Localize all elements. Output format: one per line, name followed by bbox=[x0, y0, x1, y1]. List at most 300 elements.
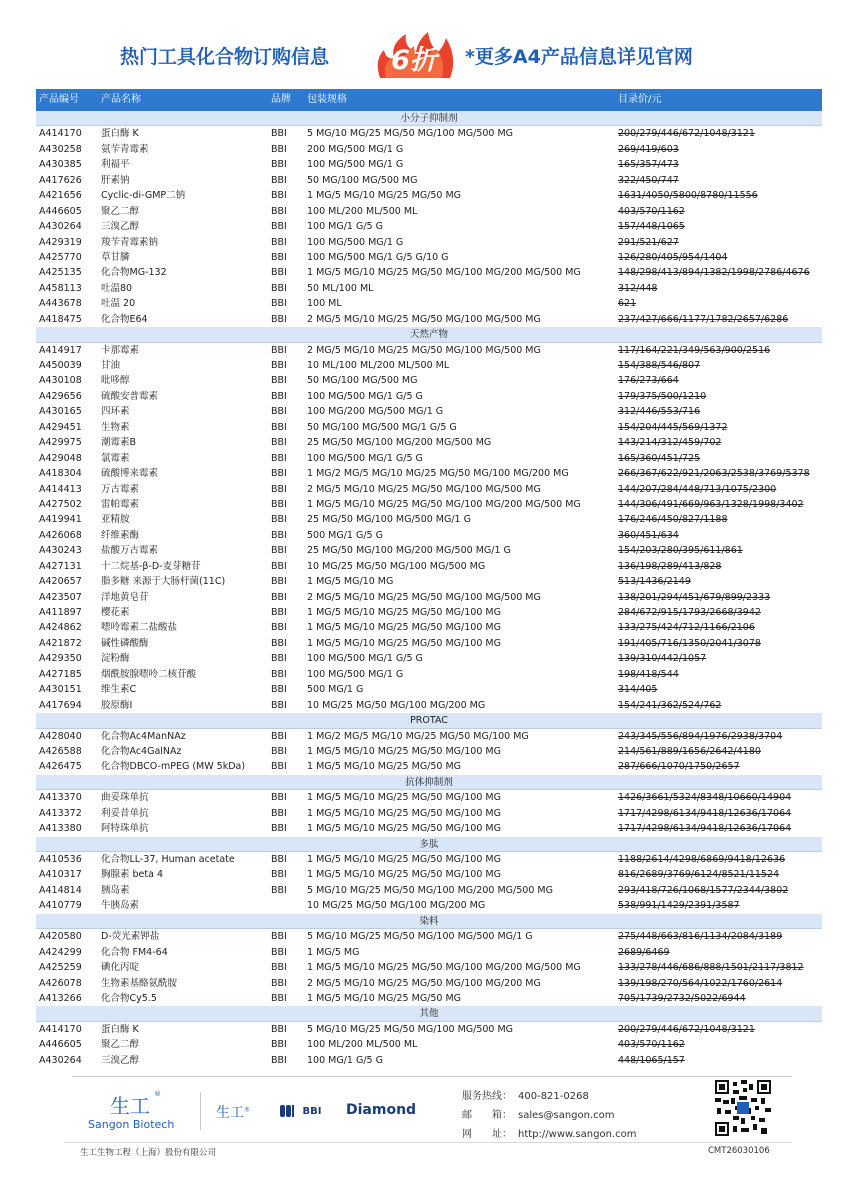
cell-spec: 1 MG/2 MG/5 MG/10 MG/25 MG/50 MG/100 MG/200 MG bbox=[307, 468, 569, 480]
cell-brand: BBI bbox=[271, 452, 287, 464]
cell-price: 165/360/451/725 bbox=[618, 452, 701, 464]
cell-price: 513/1436/2149 bbox=[618, 576, 691, 588]
table-row bbox=[36, 497, 822, 512]
cell-no: A429319 bbox=[39, 236, 82, 248]
cell-price: 314/405 bbox=[618, 684, 658, 696]
cell-name: 羧苄青霉素钠 bbox=[101, 236, 159, 248]
table-row bbox=[36, 744, 822, 759]
cell-price: 157/448/1065 bbox=[618, 221, 685, 233]
cell-spec: 1 MG/5 MG/10 MG/25 MG/50 MG/100 MG/200 MG/500 MG bbox=[307, 267, 581, 279]
cell-name: 硫酸博来霉素 bbox=[101, 468, 159, 480]
cell-brand: BBI bbox=[271, 251, 287, 263]
cell-price: 154/388/546/807 bbox=[618, 360, 701, 371]
section-header: 其他 bbox=[36, 1006, 822, 1021]
cell-brand: BBI bbox=[271, 267, 287, 279]
cell-name: 雷帕霉素 bbox=[101, 498, 140, 510]
cell-name: 化合物Ac4ManNAz bbox=[101, 730, 186, 742]
cell-spec: 100 MG/1 G/5 G bbox=[307, 1054, 383, 1066]
product-table bbox=[36, 89, 822, 1068]
cell-name: 烟酰胺腺嘌呤二核苷酸 bbox=[101, 668, 197, 680]
table-row bbox=[36, 976, 822, 991]
cell-price: 538/991/1429/2391/3587 bbox=[618, 900, 740, 912]
cell-name: 草甘膦 bbox=[101, 251, 130, 263]
cell-price: 154/203/280/395/611/861 bbox=[618, 545, 743, 557]
cell-brand: BBI bbox=[271, 992, 287, 1004]
cell-name: 蛋白酶 K bbox=[101, 1023, 139, 1035]
cell-price: 200/279/446/672/1048/3121 bbox=[618, 1023, 755, 1035]
cell-price: 275/448/663/816/1134/2084/3189 bbox=[618, 931, 783, 943]
section-header: PROTAC bbox=[36, 713, 822, 728]
cell-name: 蛋白酶 K bbox=[101, 128, 139, 140]
cell-spec: 100 MG/500 MG/1 G/5 G bbox=[307, 390, 423, 402]
cell-no: A446605 bbox=[39, 1039, 82, 1051]
cell-brand: BBI bbox=[271, 313, 287, 325]
table-row bbox=[36, 512, 822, 527]
cell-price: 133/275/424/712/1166/2106 bbox=[618, 622, 755, 634]
table-header bbox=[36, 89, 822, 111]
cell-no: A430243 bbox=[39, 545, 82, 557]
cell-spec: 100 MG/500 MG/1 G bbox=[307, 668, 404, 680]
table-row bbox=[36, 126, 822, 141]
table-row bbox=[36, 759, 822, 774]
bbi-logo bbox=[279, 1104, 321, 1118]
cell-brand: BBI bbox=[271, 282, 287, 294]
cell-price: 148/298/413/894/1382/1998/2786/4676 bbox=[618, 267, 810, 279]
table-row bbox=[36, 821, 822, 836]
cell-name: 万古霉素 bbox=[101, 483, 140, 495]
cell-spec: 500 MG/1 G/5 G bbox=[307, 529, 383, 541]
cell-brand: BBI bbox=[271, 668, 287, 680]
cell-name: 化合物E64 bbox=[101, 313, 148, 325]
cell-no: A413266 bbox=[39, 992, 82, 1004]
cell-spec: 1 MG/5 MG/10 MG/25 MG/50 MG bbox=[307, 761, 462, 773]
cell-name: 三溴乙醇 bbox=[101, 1054, 140, 1066]
table-row bbox=[36, 343, 822, 358]
table-row bbox=[36, 651, 822, 666]
cell-brand: BBI bbox=[271, 637, 287, 649]
cell-brand: BBI bbox=[271, 1039, 287, 1051]
cell-spec: 2 MG/5 MG/10 MG/25 MG/50 MG/100 MG/500 MG bbox=[307, 591, 541, 603]
cell-spec: 100 ML bbox=[307, 298, 342, 310]
cell-name: 洋地黄皂苷 bbox=[101, 591, 149, 603]
table-row bbox=[36, 883, 822, 898]
cell-brand: BBI bbox=[271, 962, 287, 974]
cell-no: A418304 bbox=[39, 468, 82, 480]
table-row bbox=[36, 142, 822, 157]
cell-price: 143/214/312/459/702 bbox=[618, 437, 722, 449]
table-row bbox=[36, 698, 822, 713]
cell-price: 165/357/473 bbox=[618, 159, 679, 171]
cell-brand: BBI bbox=[271, 607, 287, 618]
cell-spec: 1 MG/2 MG/5 MG/10 MG/25 MG/50 MG/100 MG bbox=[307, 730, 529, 742]
cell-price: 144/207/284/448/713/1075/2300 bbox=[618, 483, 777, 495]
table-row bbox=[36, 482, 822, 497]
table-row bbox=[36, 559, 822, 574]
cell-price: 139/198/270/564/1022/1760/2614 bbox=[618, 977, 783, 989]
col-header-name: 产品名称 bbox=[101, 94, 141, 105]
cell-name: 利妥昔单抗 bbox=[101, 807, 149, 819]
cell-no: A426588 bbox=[39, 745, 82, 757]
cell-no: A414170 bbox=[39, 128, 82, 140]
cell-no: A429451 bbox=[39, 421, 82, 433]
cell-no: A410779 bbox=[39, 900, 82, 912]
table-row bbox=[36, 451, 822, 466]
cell-brand: BBI bbox=[271, 344, 287, 356]
section-header: 小分子抑制剂 bbox=[36, 111, 822, 126]
bottom-divider bbox=[64, 1142, 792, 1143]
cell-price: 200/279/446/672/1048/3121 bbox=[618, 128, 755, 140]
cell-spec: 5 MG/10 MG/25 MG/50 MG/100 MG/500 MG bbox=[307, 128, 514, 140]
table-row bbox=[36, 157, 822, 172]
cell-price: 139/310/442/1057 bbox=[618, 653, 707, 665]
cell-spec: 200 MG/500 MG/1 G bbox=[307, 143, 404, 155]
cell-name: 化合物MG-132 bbox=[101, 267, 167, 279]
cell-spec: 50 MG/100 MG/500 MG/1 G/5 G bbox=[307, 421, 457, 433]
table-row bbox=[36, 574, 822, 589]
cell-name: 化合物 FM4-64 bbox=[101, 946, 168, 958]
cell-name: 生物素 bbox=[101, 421, 130, 433]
cell-price: 2689/6469 bbox=[618, 946, 670, 958]
table-row bbox=[36, 1022, 822, 1037]
cell-brand: BBI bbox=[271, 159, 287, 171]
cell-price: 312/448 bbox=[618, 282, 658, 294]
cell-spec: 1 MG/5 MG/10 MG/25 MG/50 MG/100 MG bbox=[307, 823, 501, 835]
cell-name: 吐温 20 bbox=[101, 298, 136, 310]
sangon-logo-en: Sangon Biotech bbox=[88, 1118, 175, 1131]
cell-no: A425259 bbox=[39, 962, 82, 974]
cell-no: A421656 bbox=[39, 190, 82, 202]
cell-name: 肝素钠 bbox=[101, 174, 130, 186]
table-row bbox=[36, 404, 822, 419]
cell-brand: BBI bbox=[271, 1023, 287, 1035]
col-header-price: 目录价/元 bbox=[618, 94, 662, 105]
cell-no: A410317 bbox=[39, 869, 82, 881]
cell-brand: BBI bbox=[271, 761, 287, 773]
cell-name: 嘌呤霉素二盐酸盐 bbox=[101, 622, 178, 634]
cell-name: 化合物LL-37, Human acetate bbox=[101, 854, 235, 865]
email-value[interactable]: sales@sangon.com bbox=[518, 1110, 615, 1121]
cell-name: 碘化丙啶 bbox=[101, 962, 140, 974]
cell-spec: 10 MG/25 MG/50 MG/100 MG/500 MG bbox=[307, 560, 486, 572]
cell-price: 1717/4298/6134/9418/12636/17064 bbox=[618, 807, 792, 819]
cell-name: 十二烷基-β-D-麦芽糖苷 bbox=[101, 560, 201, 572]
cell-spec: 10 ML/100 ML/200 ML/500 ML bbox=[307, 360, 450, 371]
cell-price: 1426/3661/5324/8348/10660/14904 bbox=[618, 792, 792, 804]
cell-price: 360/451/634 bbox=[618, 529, 679, 541]
cell-no: A410536 bbox=[39, 854, 82, 865]
table-row bbox=[36, 265, 822, 280]
cell-price: 403/570/1162 bbox=[618, 205, 685, 217]
cell-brand: BBI bbox=[271, 576, 287, 588]
cell-brand: BBI bbox=[271, 437, 287, 449]
cell-brand: BBI bbox=[271, 622, 287, 634]
discount-badge bbox=[372, 30, 456, 80]
cell-brand: BBI bbox=[271, 854, 287, 865]
table-row bbox=[36, 729, 822, 744]
cell-name: 胰岛素 bbox=[101, 884, 130, 896]
cell-no: A413370 bbox=[39, 792, 82, 804]
cell-brand: BBI bbox=[271, 823, 287, 835]
cell-no: A425135 bbox=[39, 267, 82, 279]
cell-spec: 25 MG/50 MG/100 MG/200 MG/500 MG/1 G bbox=[307, 545, 511, 557]
table-row bbox=[36, 312, 822, 327]
cell-brand: BBI bbox=[271, 1054, 287, 1066]
bbi-text: BBI bbox=[302, 1106, 322, 1117]
cell-no: A427131 bbox=[39, 560, 82, 572]
cell-no: A446605 bbox=[39, 205, 82, 217]
cell-price: 312/446/553/716 bbox=[618, 406, 701, 418]
cell-name: 硫酸安普霉素 bbox=[101, 390, 159, 402]
cell-spec: 2 MG/5 MG/10 MG/25 MG/50 MG/100 MG/200 MG bbox=[307, 977, 541, 989]
cell-brand: BBI bbox=[271, 174, 287, 186]
cell-name: 化合物Cy5.5 bbox=[101, 992, 157, 1004]
cell-brand: BBI bbox=[271, 128, 287, 140]
cell-no: A414413 bbox=[39, 483, 82, 495]
email-row bbox=[462, 1106, 636, 1125]
table-row bbox=[36, 960, 822, 975]
header-title-left: 热门工具化合物订购信息 bbox=[120, 46, 330, 68]
cell-spec: 100 MG/200 MG/500 MG/1 G bbox=[307, 406, 444, 418]
table-row bbox=[36, 466, 822, 481]
cell-no: A430264 bbox=[39, 1054, 82, 1066]
cell-name: 吡哆醇 bbox=[101, 375, 130, 387]
cell-spec: 25 MG/50 MG/100 MG/200 MG/500 MG bbox=[307, 437, 492, 449]
cell-no: A443678 bbox=[39, 298, 82, 310]
cell-brand: BBI bbox=[271, 514, 287, 526]
cell-no: A427185 bbox=[39, 668, 82, 680]
cell-name: 碱性磷酸酶 bbox=[101, 637, 149, 649]
cell-spec: 100 MG/500 MG/1 G bbox=[307, 236, 404, 248]
cell-name: 甘油 bbox=[101, 360, 121, 371]
web-value[interactable]: http://www.sangon.com bbox=[518, 1129, 637, 1140]
cell-price: 198/418/544 bbox=[618, 668, 679, 680]
hotline-row bbox=[462, 1087, 636, 1106]
cell-spec: 1 MG/5 MG/10 MG/25 MG/50 MG/100 MG/200 MG/500 MG bbox=[307, 498, 581, 510]
web-label: 网 址： bbox=[462, 1129, 512, 1140]
table-row bbox=[36, 435, 822, 450]
cell-name: 胶原酶I bbox=[101, 699, 133, 711]
section-header: 染料 bbox=[36, 914, 822, 929]
cell-name: 樱花素 bbox=[101, 607, 130, 618]
cell-brand: BBI bbox=[271, 591, 287, 603]
cell-brand: BBI bbox=[271, 498, 287, 510]
cell-name: 维生素C bbox=[101, 684, 137, 696]
cell-no: A450039 bbox=[39, 360, 82, 371]
cell-spec: 1 MG/5 MG bbox=[307, 946, 360, 958]
cell-spec: 1 MG/5 MG/10 MG/25 MG/50 MG/100 MG bbox=[307, 807, 501, 819]
table-row bbox=[36, 173, 822, 188]
hotline-label: 服务热线： bbox=[462, 1091, 512, 1102]
header-title-right: *更多A4产品信息详见官网 bbox=[465, 46, 693, 68]
table-row bbox=[36, 636, 822, 651]
cell-brand: BBI bbox=[271, 360, 287, 371]
footer-divider bbox=[72, 1076, 792, 1077]
cell-name: 亚精胺 bbox=[101, 514, 130, 526]
cell-no: A430108 bbox=[39, 375, 82, 387]
cell-spec: 5 MG/10 MG/25 MG/50 MG/100 MG/500 MG bbox=[307, 1023, 514, 1035]
cell-price: 117/164/221/349/563/900/2516 bbox=[618, 344, 771, 356]
table-row bbox=[36, 852, 822, 867]
cell-brand: BBI bbox=[271, 529, 287, 541]
bbi-mark-icon bbox=[279, 1104, 299, 1118]
cell-no: A414814 bbox=[39, 884, 82, 896]
cell-price: 266/367/622/921/2063/2538/3769/5378 bbox=[618, 468, 810, 480]
table-row bbox=[36, 358, 822, 373]
cell-brand: BBI bbox=[271, 807, 287, 819]
cell-spec: 100 MG/500 MG/1 G/5 G bbox=[307, 653, 423, 665]
cell-spec: 100 MG/1 G/5 G bbox=[307, 221, 383, 233]
cell-spec: 100 MG/500 MG/1 G/5 G/10 G bbox=[307, 251, 449, 263]
contact-info bbox=[462, 1087, 636, 1144]
cell-no: A420657 bbox=[39, 576, 82, 588]
table-row bbox=[36, 235, 822, 250]
table-row bbox=[36, 373, 822, 388]
cell-no: A429350 bbox=[39, 653, 82, 665]
diamond-logo: Diamond bbox=[346, 1102, 417, 1118]
cell-no: A414170 bbox=[39, 1023, 82, 1035]
table-row bbox=[36, 898, 822, 913]
cell-name: Cyclic-di-GMP二钠 bbox=[101, 190, 186, 202]
cell-brand: BBI bbox=[271, 931, 287, 943]
table-row bbox=[36, 389, 822, 404]
cell-price: 816/2689/3769/6124/8521/11524 bbox=[618, 869, 780, 881]
cell-name: 化合物DBCO-mPEG (MW 5kDa) bbox=[101, 761, 246, 773]
cell-spec: 1 MG/5 MG/10 MG/25 MG/50 MG/100 MG bbox=[307, 637, 501, 649]
cell-brand: BBI bbox=[271, 730, 287, 742]
cell-name: 聚乙二醇 bbox=[101, 1039, 140, 1051]
cell-name: 胸腺素 beta 4 bbox=[101, 869, 164, 881]
cell-no: A413380 bbox=[39, 823, 82, 835]
table-row bbox=[36, 281, 822, 296]
table-row bbox=[36, 296, 822, 311]
cell-price: 284/672/915/1793/2668/3942 bbox=[618, 607, 761, 618]
cell-brand: BBI bbox=[271, 298, 287, 310]
cell-no: A429048 bbox=[39, 452, 82, 464]
cell-brand: BBI bbox=[271, 884, 287, 896]
cell-brand: BBI bbox=[271, 390, 287, 402]
cell-spec: 1 MG/5 MG/10 MG/25 MG/50 MG/100 MG bbox=[307, 607, 501, 618]
page-header bbox=[0, 28, 855, 84]
sangon-brand-text: 生工 bbox=[216, 1105, 244, 1121]
cell-spec: 5 MG/10 MG/25 MG/50 MG/100 MG/500 MG/1 G bbox=[307, 931, 533, 943]
cell-price: 269/419/603 bbox=[618, 143, 679, 155]
cell-price: 243/345/556/894/1976/2938/3704 bbox=[618, 730, 783, 742]
discount-text: 6折 bbox=[391, 45, 437, 76]
col-header-spec: 包装规格 bbox=[307, 94, 347, 105]
cell-spec: 100 ML/200 ML/500 ML bbox=[307, 205, 418, 217]
cell-spec: 2 MG/5 MG/10 MG/25 MG/50 MG/100 MG/500 MG bbox=[307, 344, 541, 356]
cell-no: A419941 bbox=[39, 514, 82, 526]
cell-price: 448/1065/157 bbox=[618, 1054, 685, 1066]
cell-price: 176/246/450/827/1188 bbox=[618, 514, 728, 526]
section-header: 抗体抑制剂 bbox=[36, 775, 822, 790]
cell-no: A427502 bbox=[39, 498, 82, 510]
cell-price: 403/570/1162 bbox=[618, 1039, 685, 1051]
table-row bbox=[36, 420, 822, 435]
cell-brand: BBI bbox=[271, 699, 287, 711]
cell-brand: BBI bbox=[271, 221, 287, 233]
document-code: CMT26030106 bbox=[708, 1146, 770, 1156]
cell-price: 1188/2614/4298/6869/9418/12636 bbox=[618, 854, 786, 865]
cell-brand: BBI bbox=[271, 545, 287, 557]
cell-brand: BBI bbox=[271, 560, 287, 572]
cell-no: A423507 bbox=[39, 591, 82, 603]
table-row bbox=[36, 188, 822, 203]
sangon-logo-cn: 生工 bbox=[110, 1094, 150, 1118]
sangon-brand-logo bbox=[216, 1102, 250, 1122]
table-row bbox=[36, 605, 822, 620]
cell-name: 淀粉酶 bbox=[101, 653, 130, 665]
cell-brand: BBI bbox=[271, 468, 287, 480]
cell-price: 214/561/889/1656/2642/4180 bbox=[618, 745, 761, 757]
table-body bbox=[36, 111, 822, 1068]
cell-spec: 50 MG/100 MG/500 MG bbox=[307, 174, 418, 186]
table-row bbox=[36, 1037, 822, 1052]
cell-brand: BBI bbox=[271, 977, 287, 989]
table-row bbox=[36, 991, 822, 1006]
cell-name: 牛胰岛素 bbox=[101, 900, 140, 912]
cell-no: A413372 bbox=[39, 807, 82, 819]
cell-no: A429656 bbox=[39, 390, 82, 402]
cell-spec: 100 ML/200 ML/500 ML bbox=[307, 1039, 418, 1051]
table-row bbox=[36, 1053, 822, 1068]
cell-price: 133/278/446/686/888/1501/2117/3812 bbox=[618, 962, 804, 974]
cell-no: A411897 bbox=[39, 607, 82, 618]
cell-price: 138/201/294/451/679/899/2333 bbox=[618, 591, 771, 603]
cell-spec: 1 MG/5 MG/10 MG/25 MG/50 MG bbox=[307, 190, 462, 202]
cell-brand: BBI bbox=[271, 236, 287, 248]
cell-brand: BBI bbox=[271, 483, 287, 495]
cell-brand: BBI bbox=[271, 143, 287, 155]
cell-spec: 10 MG/25 MG/50 MG/100 MG/200 MG bbox=[307, 900, 486, 912]
col-header-brand: 品牌 bbox=[271, 94, 291, 105]
cell-name: 氨苄青霉素 bbox=[101, 143, 149, 155]
table-row bbox=[36, 929, 822, 944]
cell-brand: BBI bbox=[271, 869, 287, 881]
cell-name: 卡那霉素 bbox=[101, 344, 140, 356]
cell-price: 1631/4050/5800/8780/11556 bbox=[618, 190, 758, 202]
cell-no: A414917 bbox=[39, 344, 82, 356]
cell-price: 1717/4298/6134/9418/12636/17064 bbox=[618, 823, 792, 835]
cell-name: 盐酸万古霉素 bbox=[101, 545, 159, 557]
cell-spec: 100 MG/500 MG/1 G/5 G bbox=[307, 452, 423, 464]
cell-no: A420580 bbox=[39, 931, 82, 943]
logo-divider bbox=[200, 1092, 201, 1130]
cell-price: 287/666/1070/1750/2657 bbox=[618, 761, 740, 773]
email-label: 邮 箱： bbox=[462, 1110, 512, 1121]
section-header: 多肽 bbox=[36, 837, 822, 852]
cell-spec: 50 MG/100 MG/500 MG bbox=[307, 375, 418, 387]
cell-name: 曲妥珠单抗 bbox=[101, 792, 149, 804]
cell-price: 179/375/500/1210 bbox=[618, 390, 707, 402]
cell-no: A424862 bbox=[39, 622, 82, 634]
cell-name: 四环素 bbox=[101, 406, 130, 418]
cell-brand: BBI bbox=[271, 946, 287, 958]
cell-no: A429975 bbox=[39, 437, 82, 449]
cell-no: A421872 bbox=[39, 637, 82, 649]
cell-price: 191/405/716/1350/2041/3078 bbox=[618, 637, 761, 649]
cell-brand: BBI bbox=[271, 745, 287, 757]
cell-no: A428040 bbox=[39, 730, 82, 742]
cell-spec: 50 ML/100 ML bbox=[307, 282, 374, 294]
cell-name: 阿特珠单抗 bbox=[101, 823, 149, 835]
cell-spec: 1 MG/5 MG/10 MG/25 MG/50 MG/100 MG bbox=[307, 745, 501, 757]
table-row bbox=[36, 945, 822, 960]
cell-spec: 1 MG/5 MG/10 MG/25 MG/50 MG/100 MG bbox=[307, 622, 501, 634]
cell-price: 291/521/627 bbox=[618, 236, 679, 248]
cell-name: 纤维素酶 bbox=[101, 529, 140, 541]
table-row bbox=[36, 682, 822, 697]
